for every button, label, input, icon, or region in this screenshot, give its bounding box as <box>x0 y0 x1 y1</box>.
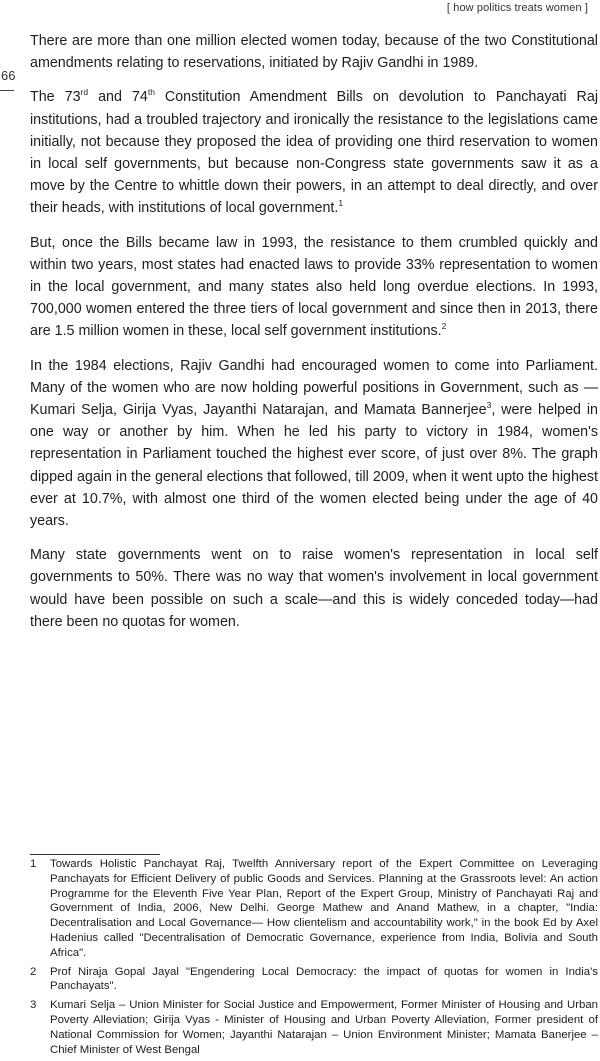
paragraph-5: Many state governments went on to raise women's representation in local self governments to 50%. There was no way that women's involvement in local government would have been possible on such a scale—and this is widely conceded today—had there been no quotas for women. <box>30 547 598 630</box>
footnote-text: Kumari Selja – Union Minister for Social Justice and Empowerment, Former Minister of Housing and Urban Poverty Alleviation; Girija Vyas - Minister of Housing and Urban Poverty Alleviation, Former president of National Commission for Women; Jayanthi Natarajan – Union Environment Minister; Mamata Banerjee – Chief Minister of West Bengal <box>50 999 598 1056</box>
ordinal-th: th <box>147 87 155 98</box>
footnotes <box>30 857 598 1061</box>
footnote-number: 1 <box>30 858 37 870</box>
footnote-text: Towards Holistic Panchayat Raj, Twelfth Anniversary report of the Expert Committee on Leveraging Panchayats for Efficient Delivery of public Goods and Services. Planning at the Grassroots level: An action Programme for the Eleventh Five Year Plan, Report of the Expert Group, Ministry of Panchayati Raj and Government of India, 2006, New Delhi. George Mathew and Anand Mathew, in a chapter, "India: Decentralisation and Local Governance— How clientelism and accountability work," in the book Ed by Axel Hadenius called "Decentralisation of Democratic Governance, experience from India, Bolivia and South Africa". <box>50 858 598 959</box>
paragraph-4 <box>30 355 598 533</box>
body-text <box>30 30 598 645</box>
footnote-ref-1[interactable]: 1 <box>338 198 344 209</box>
page-number: 66 <box>1 68 16 83</box>
footnote-ref-3[interactable]: 3 <box>486 400 492 411</box>
paragraph-4-text-b: , were helped in one way or another by him. When he led his party to victory in 1984, women's representation in Parliament touched the highest ever score, of just over 8%. The graph dipped again in the general elections that followed, till 2009, when it went upto the highest ever at 10.7%, with almost one third of the women elected being under the age of 40 years. <box>30 402 598 530</box>
paragraph-3-text: But, once the Bills became law in 1993, the resistance to them crumbled quickly and within two years, most states had enacted laws to provide 33% representation to women in the local government, and many states also held long overdue elections. In 1993, 700,000 women entered the three tiers of local government and since then in 2013, there are 1.5 million women in these, local self government institutions. <box>30 234 598 340</box>
footnote-3 <box>30 998 598 1057</box>
paragraph-1: There are more than one million elected women today, because of the two Constitutional amendments relating to reservations, initiated by Rajiv Gandhi in 1989. <box>30 33 598 72</box>
footnote-2 <box>30 965 598 995</box>
running-head: [ how politics treats women ] <box>446 2 588 14</box>
footnote-ref-2[interactable]: 2 <box>441 321 447 332</box>
paragraph-3 <box>30 232 598 343</box>
paragraph-2: The 73rd and 74th Constitution Amendment Bills on devolution to Panchayati Raj institutions, had a troubled trajectory and ironically the resistance to the legislations came initially, not because they proposed the idea of providing one third reservation to women in local self governments, but because non-Congress state governments saw it as a move by the Centre to whittle down their powers, in an attempt to deal directly, and over their heads, with institutions of local government.$^1$ <box>30 87 599 217</box>
footnote-text: Prof Niraja Gopal Jayal "Engendering Local Democracy: the impact of quotas for women in India's Panchayats". <box>50 965 598 993</box>
footnote-number: 2 <box>30 965 37 978</box>
page-number-rule <box>0 90 14 91</box>
paragraph-4-text-a: In the 1984 elections, Rajiv Gandhi had encouraged women to come into Parliament. Many of the women who are now holding powerful positions in Government, such as — Kumari Selja, Girija Vyas, Jayanthi Natarajan, and Mamata Bannerjee <box>30 357 598 419</box>
footnote-1 <box>30 857 598 961</box>
ordinal-rd: rd <box>80 87 89 98</box>
footnote-number: 3 <box>30 999 37 1012</box>
footnote-rule <box>30 854 160 855</box>
